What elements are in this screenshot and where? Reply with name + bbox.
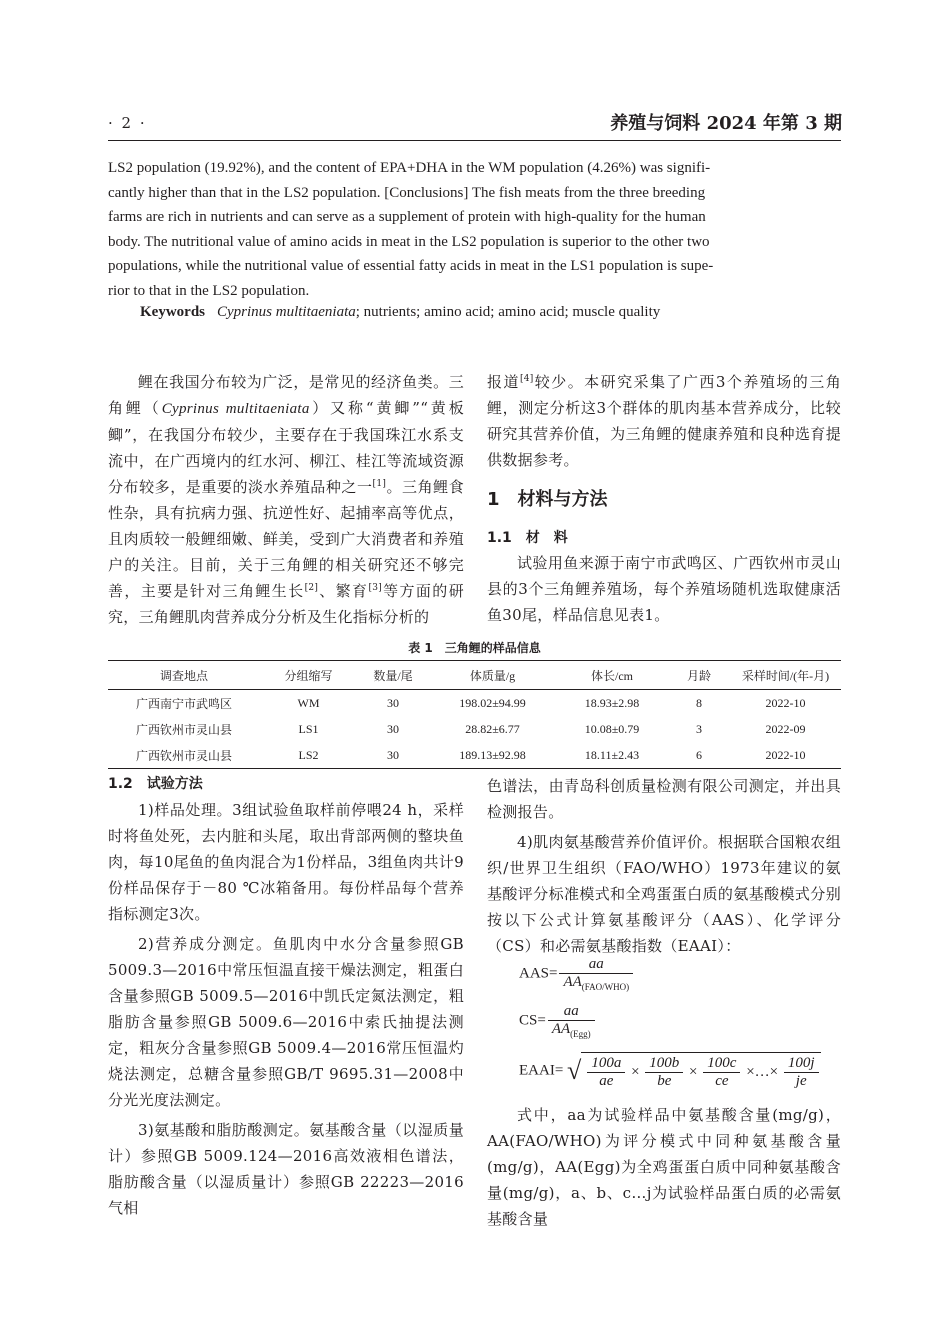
table-cell: 8 bbox=[696, 695, 702, 710]
formula-cs: CS= $\frac{aa}{AA_{(Egg)}}$ bbox=[519, 1003, 597, 1039]
formula-explanation bbox=[487, 1102, 841, 1232]
formula-eaai: EAAI= √ $\frac{100a}{ae}$ × $\frac{100b}{be}$ × $\frac{100c}{ce}$ ×…× $\frac{100j}{je}$ bbox=[519, 1052, 821, 1090]
journal-title: 养殖与饲料 2024 年第 3 期 bbox=[610, 113, 842, 134]
materials-paragraph: 试验用鱼来源于南宁市武鸣区、广西钦州市灵山县的3个三角鲤养殖场，每个养殖场随机选取健康活鱼30尾，样品信息见表1。 bbox=[487, 554, 841, 624]
keywords-label: Keywords bbox=[140, 304, 205, 320]
table-cell: 189.13±92.98 bbox=[429, 742, 556, 769]
methods-right-column bbox=[487, 773, 841, 959]
table-header: 体长/cm bbox=[556, 661, 668, 690]
sample-info-table bbox=[108, 660, 841, 769]
table-cell: 30 bbox=[387, 695, 399, 710]
methods-paragraph: 3)氨基酸和脂肪酸测定。氨基酸含量（以湿质量计）参照GB 5009.124—2016高效液相色谱法，脂肪酸含量（以湿质量计）参照GB 22223—2016气相 bbox=[108, 1121, 464, 1217]
section-title: 1 材料与方法 bbox=[487, 489, 608, 510]
radical-sign: √ bbox=[567, 1056, 582, 1085]
table-cell: 198.02±94.99 bbox=[459, 695, 526, 710]
table-row bbox=[108, 716, 841, 742]
intro-paragraph-cont: 报道[4]较少。本研究采集了广西3个养殖场的三角鲤，测定分析这3个群体的肌肉基本营养成分，比较研究其营养价值，为三角鲤的健康养殖和良种选育提供数据参考。 bbox=[487, 373, 841, 469]
table-header: 分组缩写 bbox=[260, 661, 357, 690]
table-caption: 表 1 三角鲤的样品信息 bbox=[408, 641, 541, 655]
table-cell: 2022-10 bbox=[730, 742, 841, 769]
table-header: 体质量/g bbox=[429, 661, 556, 690]
keywords bbox=[140, 304, 660, 321]
abstract-line: LS2 population (19.92%), and the content of EPA+DHA in the WM population (4.26%) was signifi- bbox=[108, 160, 711, 176]
methods-paragraph: 1)样品处理。3组试验鱼取样前停喂24 h，采样时将鱼处死，去内脏和头尾，取出背部两侧的整块鱼肉，每10尾鱼的鱼肉混合为1份样品，3组鱼肉共计9份样品保存于－80 ℃冰箱备用。每份样品每个营养指标测定3次。 bbox=[108, 801, 464, 923]
table-cell: 3 bbox=[696, 721, 702, 736]
intro-left-column bbox=[108, 369, 464, 630]
table-cell: LS1 bbox=[298, 721, 319, 736]
abstract-line: farms are rich in nutrients and can serve as a supplement of protein with high-quality for the human bbox=[108, 209, 706, 226]
methods-paragraph: 4)肌肉氨基酸营养价值评价。根据联合国粮农组织/世界卫生组织（FAO/WHO）1973年建议的氨基酸评分标准模式和全鸡蛋蛋白质的氨基酸模式分别按以下公式计算氨基酸评分（AAS）、化学评分（CS）和必需氨基酸指数（EAAI）： bbox=[487, 833, 841, 955]
methods-paragraph-cont: 色谱法，由青岛科创质量检测有限公司测定，并出具检测报告。 bbox=[487, 777, 841, 821]
table-header: 月龄 bbox=[668, 661, 730, 690]
table-cell: 30 bbox=[357, 742, 429, 769]
table-cell: 广西钦州市灵山县 bbox=[108, 742, 260, 769]
table-header: 调查地点 bbox=[108, 661, 260, 690]
keywords-list: ; nutrients; amino acid; amino acid; muscle quality bbox=[355, 304, 661, 320]
intro-right-column bbox=[487, 369, 841, 473]
materials-text bbox=[487, 550, 841, 628]
subsection-title: 1.2 试验方法 bbox=[108, 776, 203, 792]
table-cell: 18.11±2.43 bbox=[556, 742, 668, 769]
abstract-line: populations, while the nutritional value of essential fatty acids in meat in the LS1 population is supe- bbox=[108, 258, 714, 275]
header-rule bbox=[108, 140, 841, 141]
keywords-species: Cyprinus multitaeniata bbox=[217, 304, 356, 320]
table-cell: 10.08±0.79 bbox=[584, 721, 640, 736]
abstract-line: rior to that in the LS2 population. bbox=[108, 282, 310, 299]
abstract-line: cantly higher than that in the LS2 population. [Conclusions] The fish meats from the three breeding bbox=[108, 184, 706, 201]
formula-aas: AAS= $\frac{aa}{AA_{(FAO/WHO)}}$ bbox=[519, 956, 635, 992]
table-header-row bbox=[108, 661, 841, 690]
abstract-english bbox=[108, 156, 841, 304]
radical-body: $\frac{100a}{ae}$ × $\frac{100b}{be}$ × $\frac{100c}{ce}$ ×…× $\frac{100j}{je}$ bbox=[581, 1052, 820, 1090]
table-cell: WM bbox=[297, 695, 320, 710]
table-row bbox=[108, 690, 841, 717]
methods-left-column bbox=[108, 797, 464, 1221]
table-cell: 广西钦州市灵山县 bbox=[135, 722, 232, 737]
table-cell: 18.93±2.98 bbox=[584, 695, 640, 710]
table-header: 数量/尾 bbox=[357, 661, 429, 690]
table-cell: 广西南宁市武鸣区 bbox=[135, 696, 232, 711]
table-cell: 28.82±6.77 bbox=[465, 721, 520, 736]
table-row bbox=[108, 742, 841, 769]
table-cell: 2022-10 bbox=[765, 695, 806, 710]
table-cell: LS2 bbox=[260, 742, 357, 769]
abstract-line: body. The nutritional value of amino acids in meat in the LS2 population is superior to the other two bbox=[108, 233, 710, 250]
table-cell: 2022-09 bbox=[765, 721, 806, 736]
table-cell: 30 bbox=[387, 721, 399, 736]
table-header: 采样时间/(年-月) bbox=[730, 661, 841, 690]
subsection-title: 1.1 材 料 bbox=[487, 530, 568, 546]
methods-paragraph: 2)营养成分测定。鱼肌肉中水分含量参照GB 5009.3—2016中常压恒温直接干燥法测定，粗蛋白含量参照GB 5009.5—2016中凯氏定氮法测定，粗脂肪含量参照GB 5009.6—2016中索氏抽提法测定，粗灰分含量参照GB 5009.4—2016常压恒温灼烧法测定，总糖含量参照GB/T 9695.31—2008中分光光度法测定。 bbox=[108, 935, 464, 1109]
intro-paragraph: 鲤在我国分布较为广泛，是常见的经济鱼类。三角鲤（Cyprinus multitaeniata）又称“黄鲫”“黄板鲫”，在我国分布较少，主要存在于我国珠江水系支流中，在广西境内的红水河、柳江、桂江等流域资源分布较多，是重要的淡水养殖品种之一[1]。三角鲤食性杂，具有抗病力强、抗逆性好、起捕率高等优点，且肉质较一般鲤细嫩、鲜美，受到广大消费者和养殖户的关注。目前，关于三角鲤的相关研究还不够完善，主要是针对三角鲤生长[2]、繁育[3]等方面的研究，三角鲤肌肉营养成分分析及生化指标分析的 bbox=[108, 373, 464, 626]
table-cell: 6 bbox=[668, 742, 730, 769]
page-number: · 2 · bbox=[108, 114, 147, 132]
explanation-paragraph: 式中，aa为试验样品中氨基酸含量(mg/g)，AA(FAO/WHO)为评分模式中同种氨基酸含量(mg/g)，AA(Egg)为全鸡蛋蛋白质中同种氨基酸含量(mg/g)，a、b、c…j为试验样品蛋白质的必需氨基酸含量 bbox=[487, 1106, 841, 1228]
